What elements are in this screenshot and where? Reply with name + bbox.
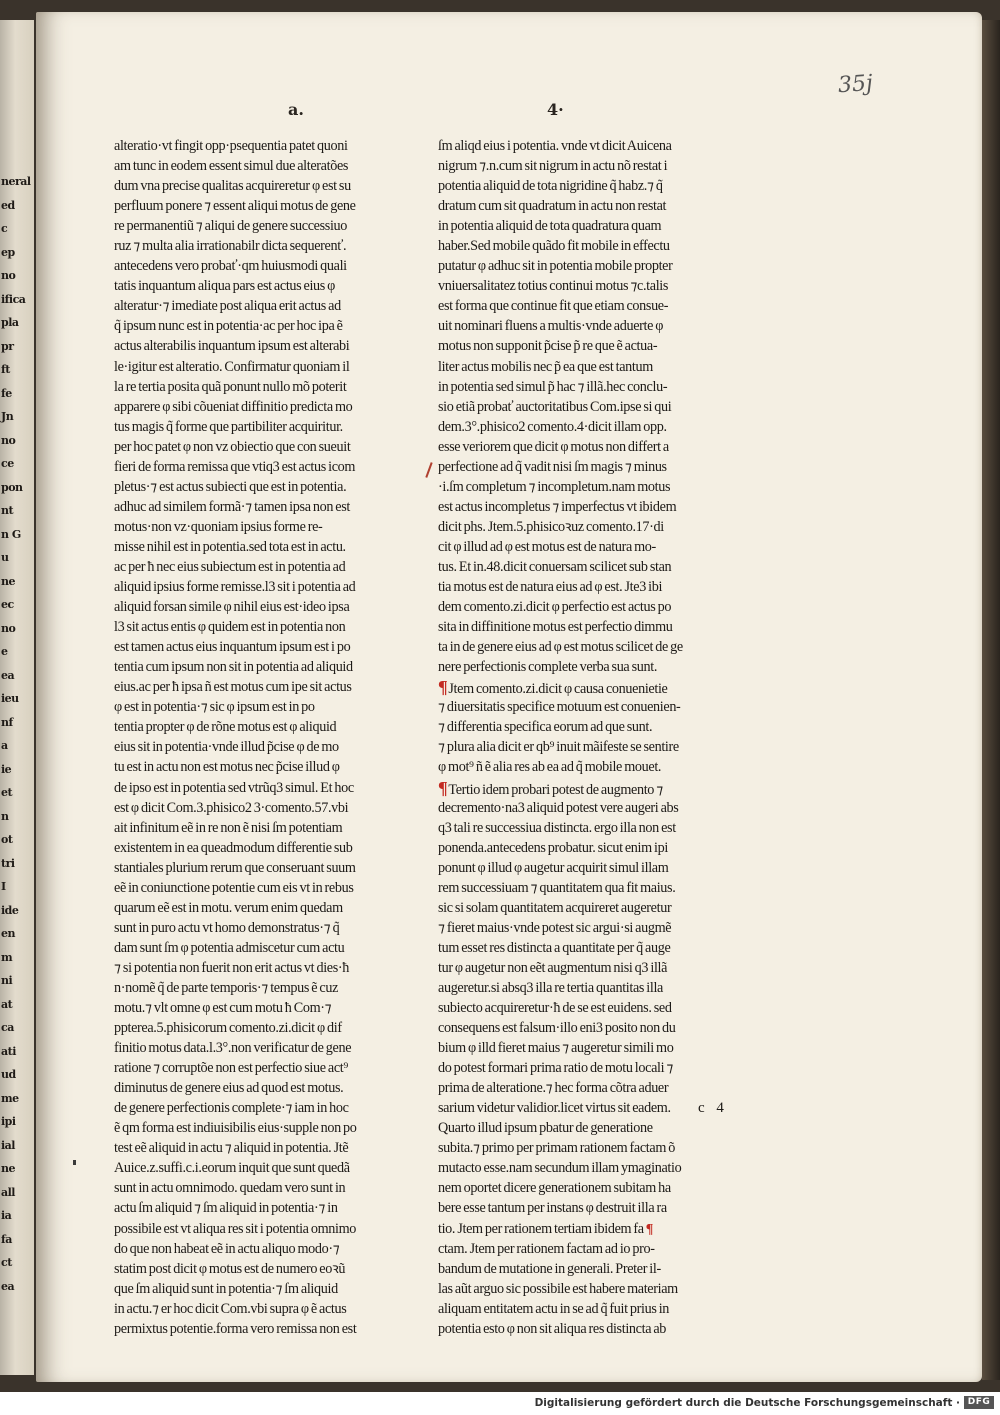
text-line: de genere perfectionis complete·⁊ iam in hoc bbox=[114, 1100, 349, 1117]
text-line-content: dratum cum sit quadratum in actu non restat bbox=[438, 198, 667, 215]
text-line-content: putatur φ adhuc sit in potentia mobile propter bbox=[438, 258, 673, 275]
facing-page-fragment: ipi bbox=[1, 1115, 16, 1128]
facing-page-fragment: ea bbox=[1, 668, 15, 682]
text-line-content: ponenda.antecedens probatur. sicut enim ipi bbox=[438, 839, 668, 856]
text-line-content: mutacto esse.nam secundum illam ymaginatio bbox=[438, 1160, 682, 1177]
text-line: fieri de forma remissa que vtiq3 est actus icom bbox=[114, 458, 356, 475]
text-line bbox=[438, 1299, 764, 1319]
facing-page-fragment: no bbox=[1, 269, 16, 282]
text-line-content: potentia aliquid de tota nigridine q̃ habz.⁊ q̃ bbox=[438, 178, 663, 195]
text-line bbox=[438, 1279, 764, 1299]
facing-page-fragment: e bbox=[1, 645, 8, 658]
text-line: l3 sit actus entis φ quidem est in potentia non bbox=[114, 619, 346, 636]
text-line bbox=[438, 256, 764, 276]
text-line-content: sic si solam quantitatem acquireret augeretur bbox=[438, 899, 672, 916]
text-line bbox=[438, 677, 764, 697]
text-line-content: bere esse tantum per instans φ destruit illa ra bbox=[438, 1200, 667, 1217]
text-line: tus magis q̃ forme que partibiliter acquiritur. bbox=[114, 418, 343, 435]
facing-page-fragment: fe bbox=[1, 386, 12, 400]
facing-page-fragment: et bbox=[1, 786, 13, 799]
facing-page-fragment: ni bbox=[1, 974, 13, 987]
text-line bbox=[438, 898, 764, 918]
text-line: statim post dicit φ motus est de numero eoꝛũ bbox=[114, 1260, 346, 1277]
text-line: per hoc patet φ non vz obiectio que con sueuit bbox=[114, 438, 351, 455]
handwritten-folio-number: 35j bbox=[837, 70, 874, 99]
text-line bbox=[438, 1118, 764, 1138]
text-line: ẽ qm forma est indiuisibilis eius·supple non po bbox=[114, 1120, 357, 1137]
facing-page-fragment: ct bbox=[1, 1256, 12, 1269]
facing-page-fragment: n bbox=[1, 809, 9, 823]
text-line: de ipso est in potentia sed vtrũq3 simul. Et hoc bbox=[114, 779, 354, 796]
facing-page-fragment: ial bbox=[1, 1138, 15, 1152]
facing-page-fragment: no bbox=[1, 621, 16, 635]
text-line-content: tia motus est de natura eius ad φ est. Jte3 ibi bbox=[438, 579, 663, 596]
text-line: aliquid forsan simile φ nihil eius est·ideo ipsa bbox=[114, 599, 350, 616]
facing-page-fragment: nf bbox=[1, 715, 13, 729]
text-line-content: decremento·na3 aliquid potest vere augeri abs bbox=[438, 799, 679, 816]
text-line bbox=[438, 838, 764, 858]
text-line bbox=[438, 316, 764, 336]
text-line bbox=[438, 798, 764, 818]
text-line: antecedens vero probať·qm huiusmodi quali bbox=[114, 258, 347, 275]
facing-page-fragment: n G bbox=[1, 527, 21, 541]
text-line bbox=[438, 818, 764, 838]
text-line: ppterea.5.phisicorum comento.zi.dicit φ dif bbox=[114, 1020, 342, 1037]
rubric-paragraph-mark: ¶ bbox=[438, 677, 448, 698]
text-line: alteratio·vt fingit opp·psequentia patet quoni bbox=[114, 138, 348, 154]
facing-page-fragment: ne bbox=[1, 1162, 15, 1175]
signature-mark: c 4 bbox=[698, 1100, 728, 1116]
text-line: la re tertia posita quã ponunt nullo mõ poterit bbox=[114, 378, 347, 395]
text-line: perfluum ponere ⁊ essent aliqui motus de gene bbox=[114, 198, 356, 215]
text-line-content: q3 tali re successiua distincta. ergo illa non est bbox=[438, 819, 676, 836]
text-line bbox=[438, 998, 764, 1018]
text-line bbox=[438, 938, 764, 958]
text-line bbox=[438, 637, 764, 657]
facing-page-fragment: ft bbox=[1, 363, 10, 376]
text-line bbox=[438, 336, 764, 356]
folio-right: 4· bbox=[547, 100, 564, 119]
text-line: possibile est vt aliqua res sit i potentia omnimo bbox=[114, 1220, 357, 1237]
text-line-content: ⁊ fieret maius·vnde potest sic argui·si augmẽ bbox=[438, 919, 672, 936]
text-line bbox=[438, 417, 764, 437]
facing-page-fragment: ca bbox=[1, 1021, 14, 1034]
text-line: est φ dicit Com.3.phisico2 3·comento.57.vbi bbox=[114, 799, 349, 816]
text-line: est tamen actus eius inquantum ipsum est i po bbox=[114, 639, 351, 656]
text-line-content: esse veriorem que dicit φ motus non differt a bbox=[438, 438, 669, 455]
text-line bbox=[438, 477, 764, 497]
text-line: motus·non vz·quoniam ipsius forme re- bbox=[114, 518, 323, 535]
text-column-right bbox=[438, 136, 764, 1339]
text-line-content: tum esset res distincta a quantitate per q̃ auge bbox=[438, 939, 671, 956]
facing-page-fragment: m bbox=[1, 950, 13, 964]
text-line: n·nomẽ q̃ de parte temporis·⁊ tempus ẽ cuz bbox=[114, 979, 339, 996]
facing-page-fragment: en bbox=[1, 927, 15, 940]
text-line-content: tio. Jtem per rationem tertiam ibidem fa bbox=[438, 1220, 644, 1237]
text-line-content: dem comento.zi.dicit φ perfectio est actus po bbox=[438, 599, 672, 616]
text-line bbox=[438, 216, 764, 236]
text-line bbox=[438, 537, 764, 557]
text-line bbox=[438, 437, 764, 457]
text-line: eius.ac per ħ ipsa ñ est motus cum ipe sit actus bbox=[114, 679, 352, 696]
text-line-content: rem successiuam ⁊ quantitatem qua fit maius. bbox=[438, 879, 676, 896]
facing-page-fragment: ieu bbox=[1, 692, 19, 705]
text-line-content: nigrum ⁊.n.cum sit nigrum in actu nõ restat i bbox=[438, 158, 668, 175]
text-line-content: ſm aliqd eius i potentia. vnde vt dicit Auicena bbox=[438, 138, 672, 154]
text-line bbox=[438, 1178, 764, 1198]
text-line bbox=[438, 517, 764, 537]
text-line-content: in potentia sed simul p̃ hac ⁊ illã.hec conclu- bbox=[438, 378, 668, 395]
text-line-content: est forma que continue fit que etiam consue- bbox=[438, 298, 669, 315]
text-line-content: ctam. Jtem per rationem factam ad io pro- bbox=[438, 1240, 655, 1257]
text-line bbox=[438, 377, 764, 397]
text-line-content: subita.⁊ primo per primam rationem factam õ bbox=[438, 1140, 675, 1157]
text-line: q̃ ipsum nunc est in potentia·ac per hoc ipa ẽ bbox=[114, 318, 343, 335]
text-line-content: nem oportet dicere generationem subitam ha bbox=[438, 1180, 671, 1197]
text-line: pletus·⁊ est actus subiecti que est in potentia. bbox=[114, 478, 347, 495]
text-line bbox=[438, 597, 764, 617]
text-line: finitio motus data.l.3°.non verificatur de gene bbox=[114, 1040, 352, 1057]
rubric-paragraph-mark: ¶ bbox=[438, 777, 448, 798]
text-line: quarum eẽ est in motu. verum enim quedam bbox=[114, 899, 343, 916]
text-line-content: sio etiã probať auctoritatibus Com.ipse si qui bbox=[438, 398, 672, 415]
text-line bbox=[438, 236, 764, 256]
facing-page-fragment: ea bbox=[1, 1279, 15, 1293]
text-line-content: ta in de genere eius ad φ est motus scilicet de ge bbox=[438, 639, 683, 656]
text-line-content: do potest formari prima ratio de motu locali ⁊ bbox=[438, 1060, 674, 1077]
text-line bbox=[438, 1198, 764, 1218]
text-line: eius sit in potentia·vnde illud p̃cise φ de mo bbox=[114, 739, 339, 756]
text-line-content: bium φ illd fieret maius ⁊ augeretur simili mo bbox=[438, 1040, 674, 1057]
text-line-content: φ mot⁹ ñ ẽ alia res ab ea ad q̃ mobile mouet. bbox=[438, 759, 662, 776]
text-line: actu ſm aliquid ⁊ ſm aliquid in potentia·⁊ in bbox=[114, 1200, 338, 1217]
text-line bbox=[438, 978, 764, 998]
text-line-content: ·i.ſm completum ⁊ incompletum.nam motus bbox=[438, 478, 671, 495]
text-line: tatis inquantum aliqua pars est actus eius φ bbox=[114, 278, 336, 295]
facing-page-fragment: fa bbox=[1, 1232, 12, 1246]
facing-page-fragment: pla bbox=[1, 316, 19, 329]
facing-page-fragment: a bbox=[1, 739, 8, 752]
text-line-content: prima de alteratione.⁊ hec forma cõtra aduer bbox=[438, 1080, 669, 1097]
text-line bbox=[438, 1259, 764, 1279]
text-line: φ est in potentia·⁊ sic φ ipsum est in po bbox=[114, 699, 315, 716]
text-line-content: sarium videtur validior.licet virtus sit eadem. bbox=[438, 1100, 671, 1117]
ink-speck bbox=[73, 1160, 76, 1165]
text-line: misse nihil est in potentia.sed tota est in actu. bbox=[114, 538, 346, 555]
text-line: ac per ħ nec eius subiectum est in potentia ad bbox=[114, 558, 346, 575]
facing-page-fragment: ide bbox=[1, 903, 19, 917]
text-line-content: est actus incompletus ⁊ imperfectus vt ibidem bbox=[438, 498, 677, 515]
facing-page-fragment: ed bbox=[1, 198, 15, 212]
text-line-content: las aũt arguo sic possibile est habere materiam bbox=[438, 1280, 678, 1297]
text-line bbox=[438, 617, 764, 637]
text-line: existentem in ea queadmodum differentie sub bbox=[114, 839, 353, 856]
text-line-content: perfectione ad q̃ vadit nisi ſm magis ⁊ minus bbox=[438, 458, 667, 475]
text-line bbox=[438, 1038, 764, 1058]
text-line bbox=[438, 357, 764, 377]
text-line: tentia cum ipsum non sit in potentia ad aliquid bbox=[114, 659, 353, 676]
text-line: ⁊ si potentia non fuerit non erit actus vt dies·ħ bbox=[114, 959, 350, 976]
text-line bbox=[438, 557, 764, 577]
facing-page-fragment: me bbox=[1, 1091, 19, 1105]
text-line-content: ⁊ diuersitatis specifice motuum est conuenien- bbox=[438, 699, 681, 716]
text-line-content: ⁊ plura alia dicit er qb⁹ inuit mãifeste se sentire bbox=[438, 739, 679, 756]
dfg-logo: DFG bbox=[964, 1396, 994, 1409]
text-line: aliquid ipsius forme remisse.l3 sit i potentia ad bbox=[114, 579, 356, 596]
facing-page-fragment: u bbox=[1, 551, 9, 564]
facing-page-fragment: ud bbox=[1, 1068, 16, 1081]
facing-page-fragment: ie bbox=[1, 762, 12, 776]
facing-page-fragment: nt bbox=[1, 504, 14, 517]
text-line bbox=[438, 196, 764, 216]
facing-page-fragment: Jn bbox=[1, 410, 14, 423]
text-line bbox=[438, 577, 764, 597]
text-line-content: bandum de mutatione in generali. Preter il- bbox=[438, 1260, 661, 1277]
text-line-content: liter actus mobilis nec p̃ ea que est tantum bbox=[438, 358, 653, 375]
text-line-content: motus non supponit p̃cise p̃ re que ẽ actua- bbox=[438, 338, 658, 355]
text-line-content: dicit phs. Jtem.5.phisicoꝛuz comento.17·di bbox=[438, 518, 664, 535]
facing-page-fragment: no bbox=[1, 433, 16, 447]
funding-notice: Digitalisierung gefördert durch die Deutsche Forschungsgemeinschaft · bbox=[534, 1397, 960, 1409]
text-line-content: consequens est falsum·illo eni3 posito non du bbox=[438, 1020, 676, 1037]
text-line: le·igitur est alteratio. Confirmatur quoniam il bbox=[114, 358, 350, 375]
text-line: sunt in puro actu vt homo demonstratus·⁊ q̃ bbox=[114, 919, 340, 936]
text-line bbox=[438, 397, 764, 417]
rubric-inline-mark: ¶ bbox=[645, 1221, 653, 1237]
facing-page-fragment: c bbox=[1, 222, 8, 235]
text-line bbox=[438, 1078, 764, 1098]
facing-page-fragment: at bbox=[1, 997, 13, 1011]
facing-page-fragment: I bbox=[1, 880, 6, 893]
facing-page-fragment: ati bbox=[1, 1044, 16, 1058]
text-line: ruz ⁊ multa alia irrationabilr dicta sequerenť. bbox=[114, 238, 347, 255]
text-line-content: tus. Et in.48.dicit conuersam scilicet sub stan bbox=[438, 558, 672, 575]
text-line bbox=[438, 1319, 764, 1339]
text-line: diminutus de genere eius ad quod est motus. bbox=[114, 1080, 344, 1097]
text-line-content: tur φ augetur non eẽt augmentum nisi q3 illã bbox=[438, 959, 668, 976]
text-line-content: uit nominari fluens a multis·vnde aduerte φ bbox=[438, 318, 664, 335]
text-line bbox=[438, 276, 764, 296]
facing-page-fragment: pr bbox=[1, 339, 14, 353]
text-line bbox=[438, 1219, 764, 1239]
text-line-content: in potentia aliquid de tota quadratura quam bbox=[438, 218, 662, 235]
text-line bbox=[438, 497, 764, 517]
text-line bbox=[438, 657, 764, 677]
facing-page-fragment: ec bbox=[1, 598, 14, 611]
text-line-content: vniuersalitatez totius continui motus ⁊c.talis bbox=[438, 278, 669, 295]
text-line bbox=[438, 858, 764, 878]
text-line: in actu.⁊ er hoc dicit Com.vbi supra φ ẽ actus bbox=[114, 1300, 347, 1317]
text-line bbox=[438, 296, 764, 316]
text-line bbox=[438, 176, 764, 196]
text-line: ratione ⁊ corruptõe non est perfectio siue act⁹ bbox=[114, 1060, 348, 1077]
text-line: eẽ in coniunctione potentie cum eis vt in rebus bbox=[114, 879, 354, 896]
text-line bbox=[438, 778, 764, 798]
text-line-content: dem.3°.phisico2 comento.4·dicit illam opp. bbox=[438, 418, 667, 435]
facing-page-fragment: ce bbox=[1, 457, 14, 470]
text-line: apparere φ sibi cõueniat diffinitio predicta mo bbox=[114, 398, 353, 415]
text-line: Auice.z.suffi.c.i.eorum inquit que sunt quedã bbox=[114, 1160, 350, 1177]
facing-page bbox=[0, 20, 34, 1375]
text-line: test eẽ aliquid in actu ⁊ aliquid in potentia. Jtẽ bbox=[114, 1140, 349, 1157]
book-edge bbox=[982, 20, 1000, 1380]
text-line: sunt in actu omnimodo. quedam vero sunt in bbox=[114, 1180, 346, 1197]
text-line: tentia propter φ de rõne motus est φ aliquid bbox=[114, 719, 337, 736]
text-line: adhuc ad similem formã·⁊ tamen ipsa non est bbox=[114, 498, 350, 515]
text-line: stantiales plurium rerum que conseruant suum bbox=[114, 859, 356, 876]
text-line: actus alterabilis inquantum ipsum est alterabi bbox=[114, 338, 350, 355]
text-line bbox=[438, 136, 764, 156]
text-line: am tunc in eodem essent simul due alteratões bbox=[114, 158, 349, 175]
text-line-content: haber.Sed mobile quãdo fit mobile in effectu bbox=[438, 238, 670, 255]
text-line-content: Jtem comento.zi.dicit φ causa conuenietie bbox=[448, 681, 668, 698]
text-line bbox=[438, 878, 764, 898]
facing-page-fragment: ne bbox=[1, 574, 15, 588]
text-line-content: nere perfectionis complete verba sua sunt. bbox=[438, 659, 658, 676]
folio-left: a. bbox=[288, 100, 304, 119]
text-line: permixtus potentie.forma vero remissa non est bbox=[114, 1320, 357, 1337]
text-line: dam sunt ſm φ potentia admiscetur cum actu bbox=[114, 939, 345, 956]
text-line-content: augeretur.si absq3 illa re tertia quantitas illa bbox=[438, 979, 664, 996]
facing-page-fragment: ia bbox=[1, 1209, 12, 1222]
text-line: tu est in actu non est motus nec p̃cise illud φ bbox=[114, 759, 340, 776]
text-line bbox=[438, 1239, 764, 1259]
text-line bbox=[438, 1158, 764, 1178]
facing-page-fragment: ifica bbox=[1, 292, 26, 306]
facing-page-fragment: tri bbox=[1, 856, 15, 870]
text-line: do que non habeat eẽ in actu aliquo modo·⁊ bbox=[114, 1240, 340, 1257]
text-line bbox=[438, 958, 764, 978]
text-line bbox=[438, 757, 764, 777]
text-line-content: aliquam entitatem actu in se ad q̃ fuit prius in bbox=[438, 1300, 670, 1317]
text-column-left bbox=[114, 136, 440, 1339]
text-line bbox=[438, 697, 764, 717]
text-line-content: subiecto acquireretur·ħ de se est euidens. sed bbox=[438, 1000, 672, 1017]
text-line: alteratur·⁊ imediate post aliqua erit actus ad bbox=[114, 298, 341, 315]
facing-page-fragment: pon bbox=[1, 480, 23, 494]
text-line: motu.⁊ vlt omne φ est cum motu ħ Com·⁊ bbox=[114, 1000, 332, 1017]
text-line-content: ⁊ differentia specifica eorum ad que sunt. bbox=[438, 719, 653, 736]
text-line-content: potentia esto φ non sit aliqua res distincta ab bbox=[438, 1320, 667, 1337]
text-line bbox=[438, 1018, 764, 1038]
text-line: re permanentiũ ⁊ aliqui de genere successiuo bbox=[114, 218, 348, 235]
text-line bbox=[438, 918, 764, 938]
text-line-content: cit φ illud ad φ est motus est de natura mo- bbox=[438, 538, 656, 555]
facing-page-fragment: ot bbox=[1, 833, 13, 846]
footer-bar bbox=[0, 1392, 1000, 1415]
facing-page-fragment: ep bbox=[1, 245, 15, 259]
text-line-content: Quarto illud ipsum pbatur de generatione bbox=[438, 1120, 653, 1137]
text-line: dum vna precise qualitas acquireretur φ est su bbox=[114, 178, 351, 195]
text-line bbox=[438, 457, 764, 477]
text-line bbox=[438, 737, 764, 757]
text-line bbox=[438, 717, 764, 737]
facing-page-fragment: all bbox=[1, 1185, 15, 1199]
text-line: ait infinitum eẽ in re non ẽ nisi ſm potentiam bbox=[114, 819, 343, 836]
text-line bbox=[438, 1138, 764, 1158]
text-line: que ſm aliquid sunt in potentia·⁊ ſm aliquid bbox=[114, 1280, 338, 1297]
text-line bbox=[438, 1058, 764, 1078]
text-line-content: sita in diffinitione motus est perfectio dimmu bbox=[438, 619, 673, 636]
facing-page-fragment: neral bbox=[1, 175, 31, 188]
text-line-content: ponunt φ illud φ augetur acquirit simul illam bbox=[438, 859, 669, 876]
text-line bbox=[438, 156, 764, 176]
text-line-content: Tertio idem probari potest de augmento ⁊ bbox=[448, 781, 663, 798]
